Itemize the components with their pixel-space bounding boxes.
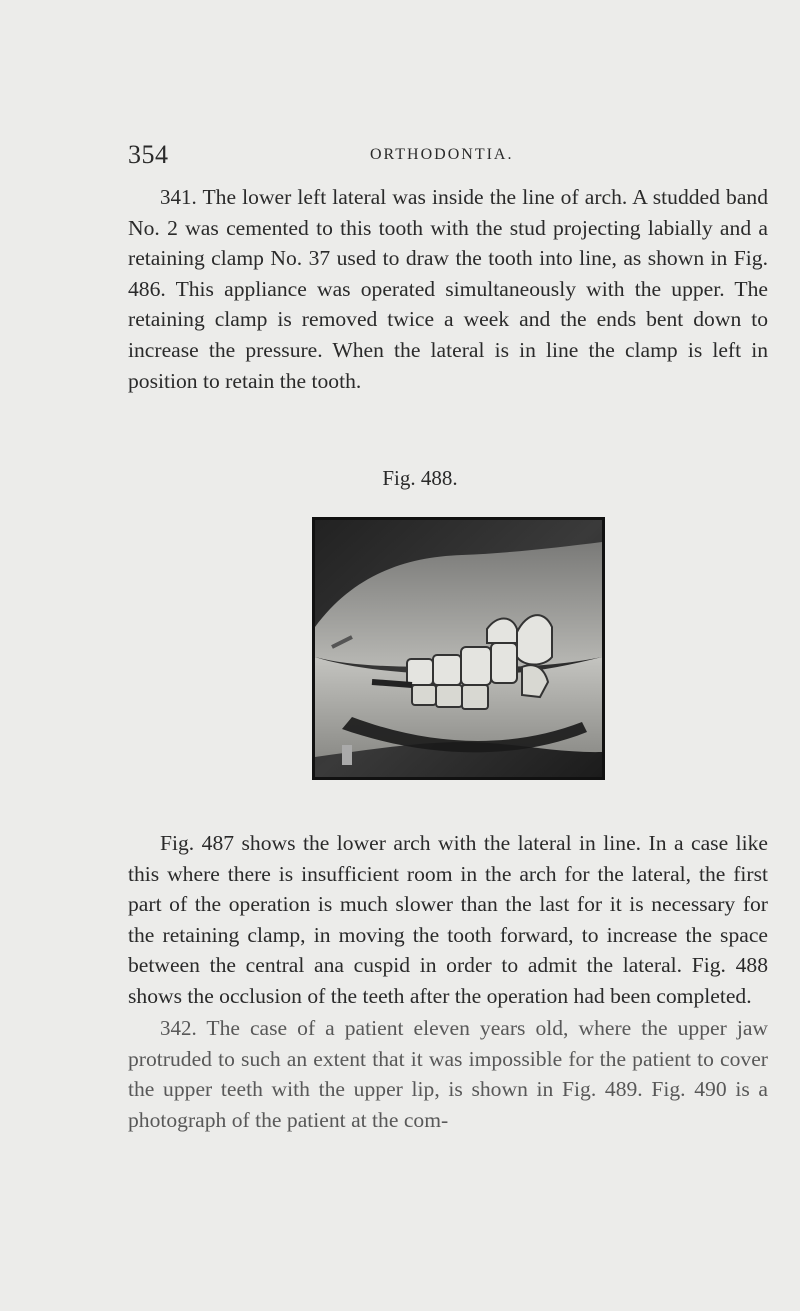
figure-caption: Fig. 488. (382, 466, 458, 490)
section-text: The lower left lateral was inside the line of arch. A studded band No. 2 was cemented to this tooth with the stud projecting labially and a retaining clamp No. 37 used to draw the tooth into line, as shown in Fig. 486. This appliance was operated simultaneously with the upper. The retaining clamp is removed twice a week and the ends bent down to increase the pressure. When the lateral is in line the clamp is left in position to retain the tooth. (128, 185, 768, 393)
page-header (0, 140, 800, 180)
section-number: 341. (160, 185, 197, 209)
paragraph-fig-487 (128, 828, 768, 1012)
running-title: ORTHODONTIA. (370, 146, 514, 163)
paragraph-section-341 (128, 182, 768, 396)
section-text: The case of a patient eleven years old, where the upper jaw protruded to such an extent that it was impossible for the patient to cover the upper teeth with the upper lip, is shown in Fig. 489. Fig. 490 is a photograph of the patient at the com- (128, 1016, 768, 1132)
section-number: 342. (160, 1016, 197, 1040)
page-number: 354 (128, 140, 169, 169)
paragraph-text: Fig. 487 shows the lower arch with the lateral in line. In a case like this where there is insufficient room in the arch for the lateral, the first part of the operation is much slower than the last for it is necessary for the retaining clamp, in moving the tooth forward, to increase the space between the central ana cuspid in order to admit the lateral. Fig. 488 shows the occlusion of the teeth after the operation had been completed. (128, 831, 768, 1008)
paragraph-section-342 (128, 1013, 768, 1135)
dental-cast-photograph (312, 517, 605, 780)
